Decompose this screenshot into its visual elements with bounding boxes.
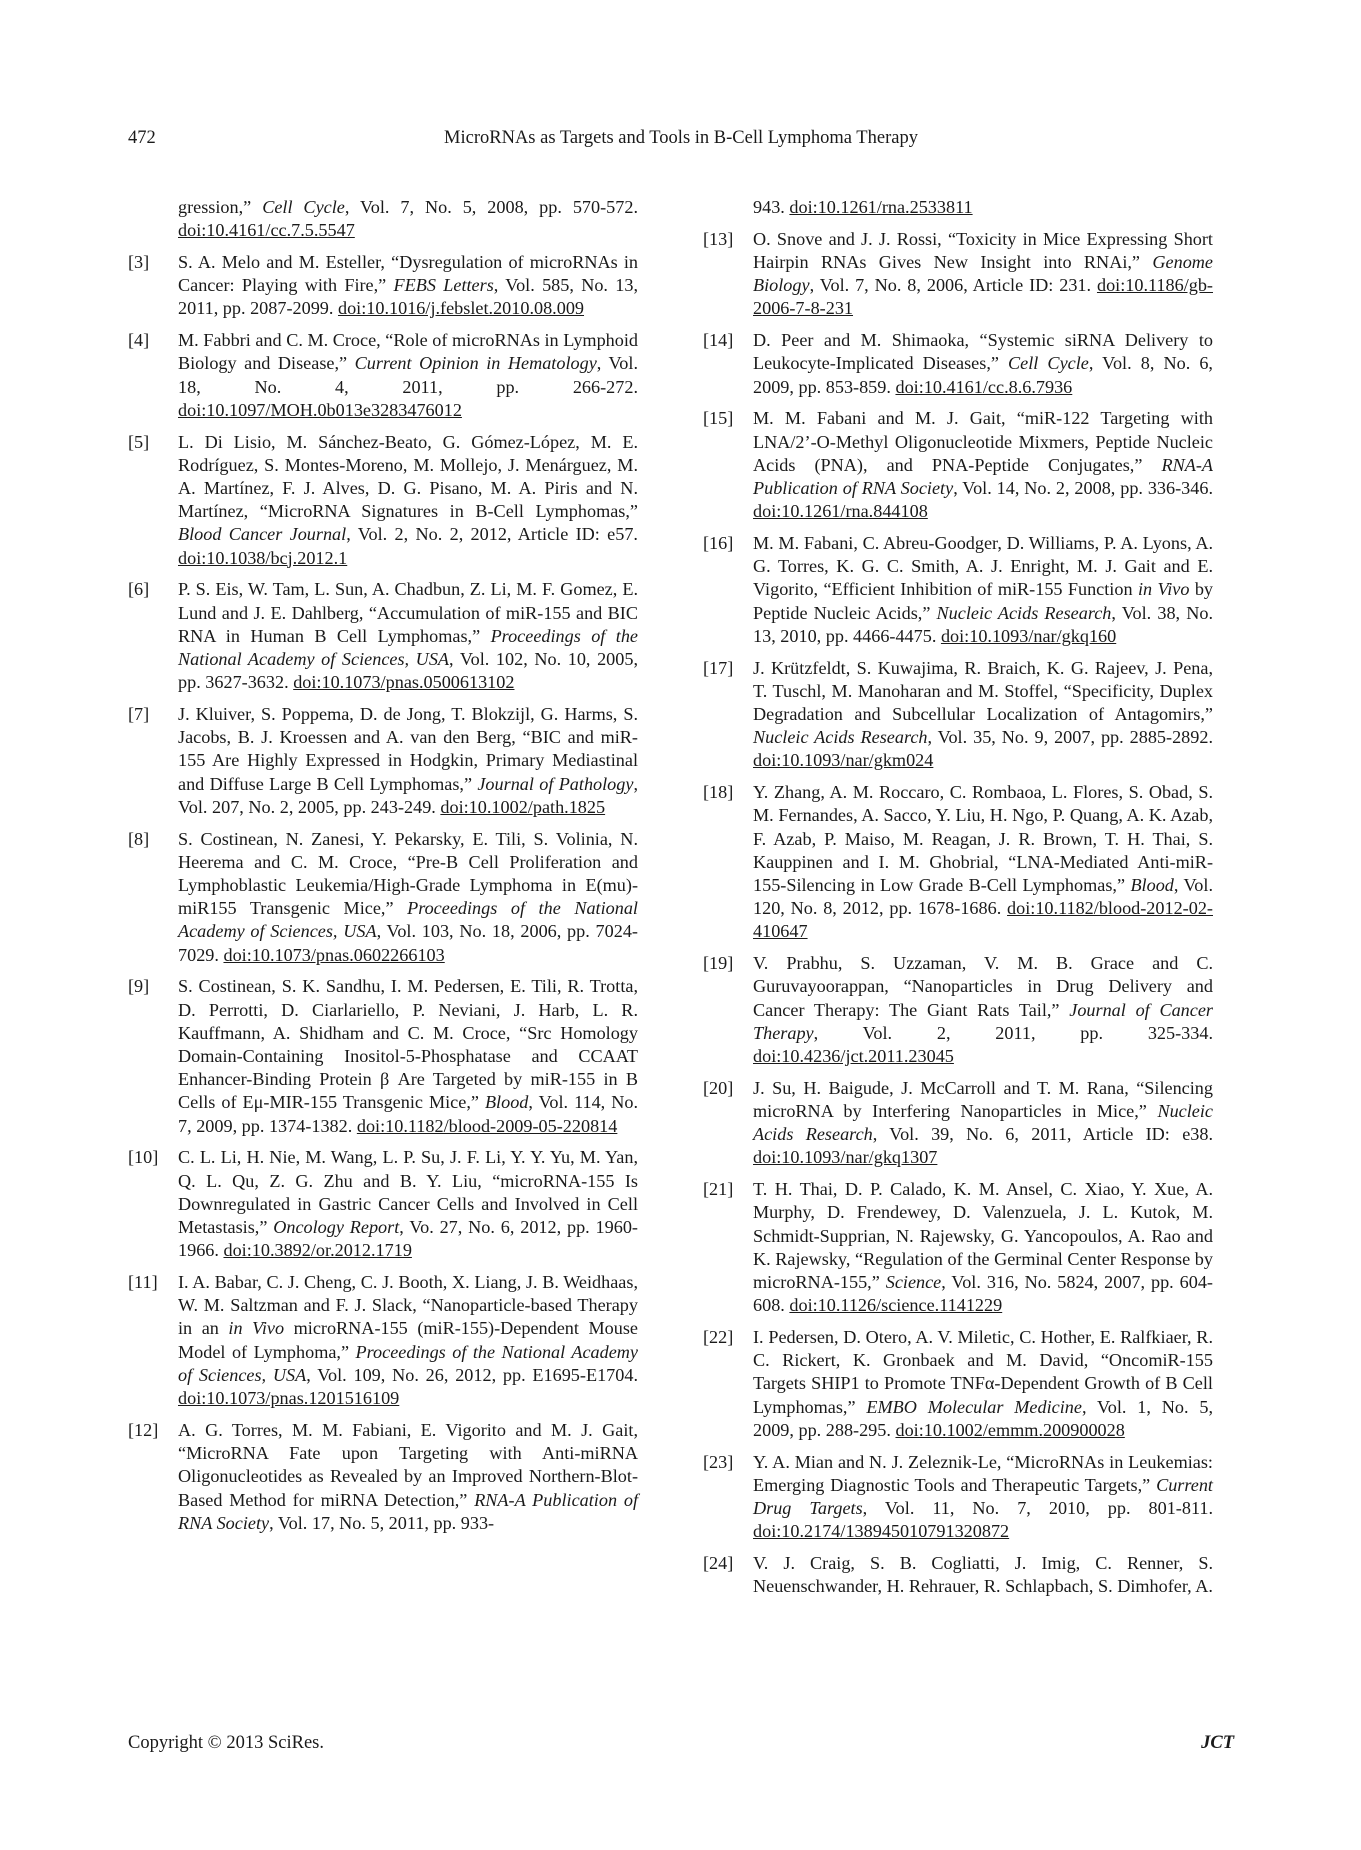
- reference-item: [703, 407, 1213, 523]
- reference-details: , Vol. 102, No. 10, 2005, pp. 3627-3632.: [178, 649, 638, 693]
- reference-authors-title: I. A. Babar, C. J. Cheng, C. J. Booth, X. Liang, J. B. Weidhaas, W. M. Saltzman and F. J. Slack, “Nanoparticle-based Therapy in an: [178, 1272, 638, 1339]
- reference-text: [178, 1271, 638, 1410]
- reference-text: [753, 657, 1213, 773]
- reference-details: , Vol. 14, No. 2, 2008, pp. 336-346.: [953, 478, 1213, 499]
- reference-text: [753, 952, 1213, 1068]
- reference-authors-title: J. Su, H. Baigude, J. McCarroll and T. M. Rana, “Silencing microRNA by Interfering Nanoparticles in Mice,”: [753, 1077, 1213, 1122]
- reference-item: [128, 703, 638, 819]
- page-number: 472: [128, 128, 156, 148]
- reference-authors-title: V. J. Craig, S. B. Cogliatti, J. Imig, C. Renner, S. Neuenschwander, H. Rehrauer, R. Schlapbach, S. Dimhofer, A.: [753, 1553, 1213, 1597]
- reference-number: [8]: [128, 828, 150, 849]
- journal-name: Proceedings of the National Academy of Sciences, USA: [178, 625, 638, 670]
- reference-item: [128, 975, 638, 1137]
- reference-number: [4]: [128, 330, 150, 351]
- reference-details: , Vol. 38, No. 13, 2010, pp. 4466-4475.: [753, 602, 1213, 646]
- journal-name: RNA-A Publication of RNA Society: [753, 454, 1213, 499]
- reference-number: [23]: [703, 1451, 734, 1472]
- page-header: [128, 128, 1234, 158]
- reference-authors-title: P. S. Eis, W. Tam, L. Sun, A. Chadbun, Z. Li, M. F. Gomez, E. Lund and J. E. Dahlberg, “Accumulation of miR-155 and BIC RNA in Human B Cell Lymphomas,”: [178, 579, 638, 646]
- reference-authors-title: T. H. Thai, D. P. Calado, K. M. Ansel, C. Xiao, Y. Xue, A. Murphy, D. Frendewey, D. Valenzuela, J. L. Kutok, M. Schmidt-Supprian, N. Rajewsky, G. Yancopoulos, A. Rao and K. Rajewsky, “Regulation of the Germinal Center Response by microRNA-155,”: [753, 1179, 1213, 1293]
- doi-link[interactable]: doi:10.1038/bcj.2012.1: [178, 547, 348, 568]
- doi-link[interactable]: doi:10.1182/blood-2012-02-410647: [753, 898, 1213, 942]
- reference-authors-title: M. M. Fabani, C. Abreu-Goodger, D. Williams, P. A. Lyons, A. G. Torres, K. G. C. Smith, A. J. Enright, M. J. Gait and E. Vigorito, “Efficient Inhibition of miR-155 Function: [753, 533, 1213, 600]
- reference-details: , Vol. 7, No. 8, 2006, Article ID: 231.: [809, 275, 1097, 296]
- doi-link[interactable]: doi:10.1261/rna.2533811: [789, 197, 973, 217]
- journal-name: Blood Cancer Journal: [178, 524, 347, 545]
- journal-name: Cell Cycle: [1008, 353, 1089, 374]
- reference-item: [128, 828, 638, 967]
- doi-link[interactable]: doi:10.1126/science.1141229: [789, 1295, 1003, 1316]
- journal-name: Current Drug Targets: [753, 1474, 1213, 1519]
- reference-item: [703, 1451, 1213, 1544]
- doi-link[interactable]: doi:10.4161/cc.7.5.5547: [178, 220, 355, 241]
- reference-item: [703, 952, 1213, 1068]
- journal-name: Blood: [484, 1092, 529, 1113]
- reference-item: [703, 1178, 1213, 1317]
- reference-text: [178, 1419, 638, 1535]
- journal-name: EMBO Molecular Medicine: [866, 1396, 1082, 1417]
- reference-text: [753, 1077, 1213, 1170]
- reference-number: [9]: [128, 976, 150, 997]
- reference-number: [18]: [703, 782, 734, 803]
- reference-authors-title: S. A. Melo and M. Esteller, “Dysregulation of microRNAs in Cancer: Playing with Fire,”: [178, 252, 638, 296]
- reference-authors-title: M. Fabbri and C. M. Croce, “Role of microRNAs in Lymphoid Biology and Disease,”: [178, 330, 638, 374]
- reference-text: [753, 1451, 1213, 1544]
- reference-authors-title: M. M. Fabani and M. J. Gait, “miR-122 Targeting with LNA/2’-O-Methyl Oligonucleotide Mixmers, Peptide Nucleic Acids (PNA), and PNA-Peptide Conjugates,”: [753, 408, 1213, 475]
- reference-details: , Vo. 27, No. 6, 2012, pp. 1960-1966.: [178, 1217, 638, 1261]
- doi-link[interactable]: doi:10.1261/rna.844108: [753, 501, 928, 522]
- reference-number: [16]: [703, 533, 734, 554]
- reference-authors-title: V. Prabhu, S. Uzzaman, V. M. B. Grace and C. Guruvayoorappan, “Nanoparticles in Drug Delivery and Cancer Therapy: The Giant Rats Tail,”: [753, 953, 1213, 1020]
- reference-item: [703, 781, 1213, 943]
- reference-number: [22]: [703, 1327, 734, 1348]
- reference-text: [178, 828, 638, 967]
- reference-details: , Vol. 2, No. 2, 2012, Article ID: e57.: [346, 524, 638, 545]
- reference-authors-title: S. Costinean, S. K. Sandhu, I. M. Pedersen, E. Tili, R. Trotta, D. Perrotti, D. Ciarlariello, P. Neviani, J. Harb, L. R. Kauffmann, A. Shidham and C. M. Croce, “Src Homology Domain-Containing Inositol-5-Phosphatase and CCAAT Enhancer-Binding Protein β Are Targeted by miR-155 in B Cells of Eμ-MIR-155 Transgenic Mice,”: [178, 976, 638, 1113]
- journal-abbreviation: JCT: [1201, 1733, 1234, 1753]
- reference-text: [753, 1178, 1213, 1317]
- reference-details: , Vol. 120, No. 8, 2012, pp. 1678-1686.: [753, 875, 1213, 919]
- reference-number: [20]: [703, 1077, 734, 1098]
- reference-number: [6]: [128, 579, 150, 600]
- reference-details: , Vol. 207, No. 2, 2005, pp. 243-249.: [178, 773, 638, 817]
- reference-number: [24]: [703, 1553, 734, 1574]
- reference-details: , Vol. 35, No. 9, 2007, pp. 2885-2892.: [927, 727, 1213, 748]
- reference-item: [128, 578, 638, 694]
- reference-number: [21]: [703, 1179, 734, 1200]
- reference-text: [178, 578, 638, 694]
- reference-number: [13]: [703, 228, 734, 249]
- reference-item: [703, 1326, 1213, 1442]
- copyright-notice: Copyright © 2013 SciRes.: [128, 1733, 324, 1753]
- reference-item: [128, 1146, 638, 1262]
- reference-number: [17]: [703, 657, 734, 678]
- journal-name: Blood: [1130, 875, 1174, 896]
- reference-details: , Vol. 316, No. 5824, 2007, pp. 604-608.: [753, 1272, 1213, 1316]
- doi-link[interactable]: doi:10.1073/pnas.0500613102: [293, 672, 515, 693]
- right-column: [703, 196, 1213, 1607]
- reference-item: [128, 1419, 638, 1535]
- journal-name: Oncology Report: [273, 1217, 400, 1238]
- reference-item: [703, 1077, 1213, 1170]
- journal-name: Cell Cycle: [262, 197, 345, 217]
- journal-name: Nucleic Acids Research: [753, 1101, 1213, 1145]
- reference-authors-title: O. Snove and J. J. Rossi, “Toxicity in Mice Expressing Short Hairpin RNAs Gives New Insight into RNAi,”: [753, 228, 1213, 272]
- reference-list-left: [128, 251, 638, 1535]
- doi-link[interactable]: doi:10.1073/pnas.0602266103: [223, 944, 445, 965]
- journal-name: Proceedings of the National Academy of Sciences, USA: [178, 898, 638, 942]
- journal-name: FEBS Letters: [393, 275, 494, 296]
- doi-link[interactable]: doi:10.1093/nar/gkq160: [940, 625, 1117, 646]
- reference-number: [7]: [128, 704, 150, 725]
- reference-text: [753, 532, 1213, 648]
- reference-details: , Vol. 114, No. 7, 2009, pp. 1374-1382.: [178, 1092, 638, 1136]
- journal-name: Nucleic Acids Research: [936, 602, 1112, 623]
- running-title: MicroRNAs as Targets and Tools in B-Cell Lymphoma Therapy: [444, 128, 918, 148]
- doi-link[interactable]: doi:10.1093/nar/gkm024: [753, 750, 934, 771]
- reference-authors-title: S. Costinean, N. Zanesi, Y. Pekarsky, E. Tili, S. Volinia, N. Heerema and C. M. Croce, “Pre-B Cell Proliferation and Lymphoblastic Leukemia/High-Grade Lymphoma in E(mu)-miR155 Transgenic Mice,”: [178, 828, 638, 919]
- doi-link[interactable]: doi:10.1016/j.febslet.2010.08.009: [337, 298, 585, 319]
- reference-authors-title: D. Peer and M. Shimaoka, “Systemic siRNA Delivery to Leukocyte-Implicated Diseases,”: [753, 330, 1213, 374]
- doi-link[interactable]: doi:10.4161/cc.8.6.7936: [895, 376, 1073, 397]
- reference-details: , Vol. 585, No. 13, 2011, pp. 2087-2099.: [178, 275, 638, 319]
- reference-item: [703, 228, 1213, 321]
- reference-text: [178, 1146, 638, 1262]
- reference-text: [178, 703, 638, 819]
- reference-details: , Vol. 18, No. 4, 2011, pp. 266-272.: [178, 353, 639, 397]
- reference-number: [19]: [703, 953, 734, 974]
- reference-item: [128, 329, 638, 422]
- doi-link[interactable]: doi:10.1182/blood-2009-05-220814: [356, 1115, 618, 1136]
- doi-link[interactable]: doi:10.1097/MOH.0b013e3283476012: [178, 399, 462, 420]
- reference-details: , Vol. 17, No. 5, 2011, pp. 933-: [269, 1512, 495, 1533]
- reference-item: [703, 329, 1213, 399]
- reference-text: [753, 1326, 1213, 1442]
- reference-item: [703, 657, 1213, 773]
- reference-list-right: [703, 228, 1213, 1599]
- reference-authors-title: A. G. Torres, M. M. Fabiani, E. Vigorito and M. J. Gait, “MicroRNA Fate upon Targeting with Anti-miRNA Oligonucleotides as Revealed by an Improved Northern-Blot-Based Method for miRNA Detection,”: [178, 1419, 638, 1510]
- reference-number: [3]: [128, 252, 150, 272]
- journal-name: Current Opinion in Hematology: [354, 353, 597, 374]
- journal-name: Science: [885, 1272, 942, 1293]
- doi-link[interactable]: doi:10.4236/jct.2011.23045: [753, 1046, 954, 1067]
- reference-item: [128, 1271, 638, 1410]
- reference-details: , Vol. 2, 2011, pp. 325-334.: [813, 1022, 1213, 1043]
- doi-link[interactable]: doi:10.1073/pnas.1201516109: [178, 1388, 400, 1409]
- reference-details: , Vol. 8, No. 6, 2009, pp. 853-859.: [753, 353, 1213, 397]
- journal-name: RNA-A Publication of RNA Society: [178, 1489, 638, 1533]
- reference-item: [703, 1552, 1213, 1598]
- reference-text: [753, 228, 1213, 321]
- reference-authors-title: J. Krützfeldt, S. Kuwajima, R. Braich, K. G. Rajeev, J. Pena, T. Tuschl, M. Manoharan and M. Stoffel, “Specificity, Duplex Degradation and Subcellular Localization of Antagomirs,”: [753, 657, 1213, 725]
- reference-text: [178, 975, 638, 1137]
- reference-details: microRNA-155 (miR-155)-Dependent Mouse Model of Lymphoma,”: [178, 1318, 638, 1362]
- reference-details: , Vol. 39, No. 6, 2011, Article ID: e38.: [872, 1124, 1213, 1145]
- reference-details: , Vol. 1, No. 5, 2009, pp. 288-295.: [753, 1396, 1213, 1440]
- reference-continuation: gression,” Cell Cycle, Vol. 7, No. 5, 2008, pp. 570-572. doi:10.4161/cc.7.5.5547: [178, 197, 638, 241]
- reference-item: [703, 532, 1213, 648]
- reference-number: [14]: [703, 330, 734, 351]
- reference-details: , Vol. 11, No. 7, 2010, pp. 801-811.: [862, 1498, 1214, 1519]
- reference-text: [753, 781, 1213, 943]
- journal-name: Nucleic Acids Research: [753, 727, 928, 748]
- reference-text: [753, 329, 1213, 399]
- journal-name: Journal of Cancer Therapy: [753, 999, 1213, 1043]
- reference-text: [753, 407, 1213, 523]
- reference-text: [178, 251, 638, 321]
- reference-authors-title: C. L. Li, H. Nie, M. Wang, L. P. Su, J. F. Li, Y. Y. Yu, M. Yan, Q. L. Qu, Z. G. Zhu and B. Y. Liu, “microRNA-155 Is Downregulated in Gastric Cancer Cells and Involved in Cell Metastasis,”: [178, 1147, 638, 1238]
- reference-authors-title: Y. A. Mian and N. J. Zeleznik-Le, “MicroRNAs in Leukemias: Emerging Diagnostic Tools and Therapeutic Targets,”: [753, 1451, 1213, 1495]
- reference-authors-title: Y. Zhang, A. M. Roccaro, C. Rombaoa, L. Flores, S. Obad, S. M. Fernandes, A. Sacco, Y. Liu, H. Ngo, P. Quang, A. K. Azab, F. Azab, P. Maiso, M. Reagan, J. R. Brown, T. H. Thai, S. Kauppinen and I. M. Ghobrial, “LNA-Mediated Anti-miR-155-Silencing in Low Grade B-Cell Lymphomas,”: [753, 782, 1213, 896]
- reference-text: [178, 329, 638, 422]
- reference-text: [178, 431, 638, 570]
- reference-number: [11]: [128, 1272, 158, 1293]
- reference-authors-title: L. Di Lisio, M. Sánchez-Beato, G. Gómez-López, M. E. Rodríguez, S. Montes-Moreno, M. Mollejo, J. Menárguez, M. A. Martínez, F. J. Alves, D. G. Pisano, M. A. Piris and N. Martínez, “MicroRNA Signatures in B-Cell Lymphomas,”: [178, 431, 638, 522]
- reference-item: [128, 431, 638, 570]
- doi-link[interactable]: doi:10.1186/gb-2006-7-8-231: [753, 275, 1213, 319]
- reference-authors-title: J. Kluiver, S. Poppema, D. de Jong, T. Blokzijl, G. Harms, S. Jacobs, B. J. Kroessen and A. van den Berg, “BIC and miR-155 Are Highly Expressed in Hodgkin, Primary Mediastinal and Diffuse Large B Cell Lymphomas,”: [178, 704, 638, 794]
- reference-number: [10]: [128, 1147, 159, 1168]
- reference-number: [12]: [128, 1419, 159, 1440]
- doi-link[interactable]: doi:10.1002/emmm.200900028: [895, 1419, 1125, 1440]
- doi-link[interactable]: doi:10.1093/nar/gkq1307: [753, 1147, 938, 1168]
- journal-name: Genome Biology: [753, 252, 1213, 296]
- reference-details: , Vol. 109, No. 26, 2012, pp. E1695-E1704.: [306, 1364, 638, 1385]
- reference-text: [753, 1552, 1213, 1598]
- reference-number: [5]: [128, 431, 150, 452]
- reference-item: [128, 251, 638, 321]
- reference-number: [15]: [703, 408, 734, 429]
- doi-link[interactable]: doi:10.1002/path.1825: [440, 796, 606, 817]
- doi-link[interactable]: doi:10.2174/138945010791320872: [753, 1521, 1010, 1542]
- journal-name: in Vivo: [228, 1318, 285, 1339]
- journal-name: in Vivo: [1137, 579, 1190, 600]
- reference-details: , Vol. 103, No. 18, 2006, pp. 7024-7029.: [178, 921, 638, 965]
- reference-details: by Peptide Nucleic Acids,”: [753, 579, 1213, 623]
- journal-name: Proceedings of the National Academy of Sciences, USA: [178, 1341, 638, 1385]
- journal-name: Journal of Pathology: [477, 773, 634, 794]
- left-column: [128, 196, 638, 1544]
- reference-continuation: 943. doi:10.1261/rna.2533811: [753, 197, 973, 217]
- doi-link[interactable]: doi:10.3892/or.2012.1719: [223, 1240, 412, 1261]
- reference-authors-title: I. Pedersen, D. Otero, A. V. Miletic, C. Hother, E. Ralfkiaer, R. C. Rickert, K. Gronbaek and M. David, “OncomiR-155 Targets SHIP1 to Promote TNFα-Dependent Growth of B Cell Lymphomas,”: [753, 1327, 1213, 1417]
